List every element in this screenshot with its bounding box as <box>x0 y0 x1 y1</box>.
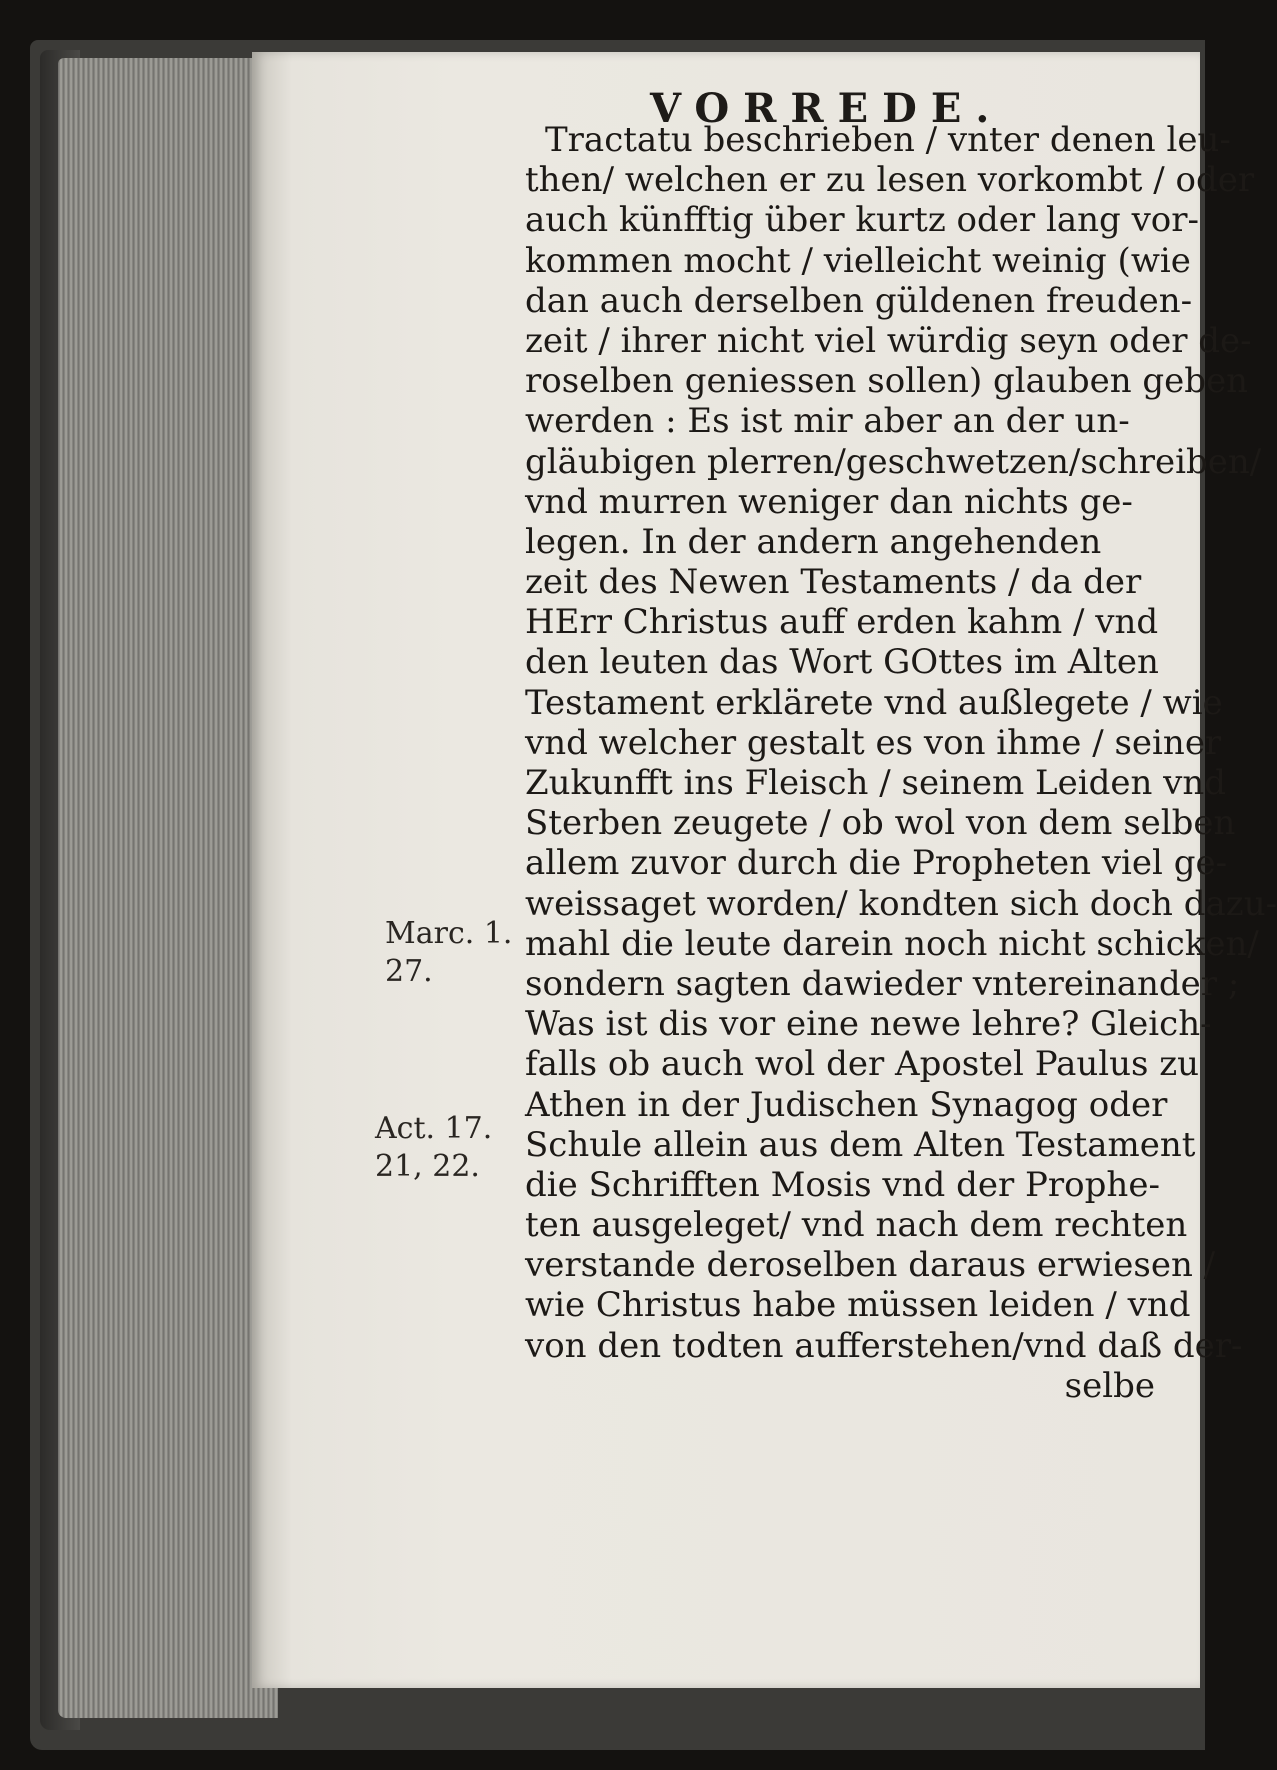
text-line: weissaget worden/ kondten sich doch dazu- <box>525 883 1277 924</box>
text-line: kommen mocht / vielleicht weinig (wie <box>525 240 1191 281</box>
page-header: VORREDE. <box>650 85 1004 132</box>
text-line: legen. In der andern angehenden <box>525 521 1102 562</box>
text-line: auch künfftig über kurtz oder lang vor- <box>525 200 1200 241</box>
text-line: Tractatu beschrieben / vnter denen leu- <box>545 120 1231 160</box>
text-line: gläubigen plerren/geschwetzen/schreiben/ <box>525 441 1262 482</box>
text-line: mahl die leute darein noch nicht schicken/ <box>525 923 1259 964</box>
text-line: vnd welcher gestalt es von ihme / seiner <box>525 722 1222 763</box>
text-line: den leuten das Wort GOttes im Alten <box>525 642 1159 683</box>
page-edges <box>58 58 278 1718</box>
text-line: vnd murren weniger dan nichts ge- <box>525 481 1133 522</box>
text-line: von den todten aufferstehen/vnd daß der- <box>525 1325 1243 1366</box>
text-line: Sterben zeugete / ob wol von dem selben <box>525 803 1236 844</box>
margin-note-marc <box>385 915 512 991</box>
text-line: wie Christus habe müssen leiden / vnd <box>525 1285 1191 1326</box>
text-line: sondern sagten dawieder vntereinander ; <box>525 963 1240 1004</box>
catchword: selbe <box>1064 1365 1155 1406</box>
text-line: werden : Es ist mir aber an der un- <box>525 401 1130 442</box>
text-line: Testament erklärete vnd außlegete / wie <box>525 682 1223 723</box>
text-line: dan auch derselben güldenen freuden- <box>525 280 1193 321</box>
text-line: HErr Christus auff erden kahm / vnd <box>525 602 1159 643</box>
text-line: Schule allein aus dem Alten Testament <box>525 1124 1196 1165</box>
margin-note-act <box>375 1110 492 1186</box>
body-text <box>525 120 1277 1406</box>
text-line: verstande deroselben daraus erwiesen / <box>525 1245 1216 1286</box>
text-line: Athen in der Judischen Synagog oder <box>525 1084 1168 1125</box>
text-line: ten ausgeleget/ vnd nach dem rechten <box>525 1205 1188 1246</box>
text-line: allem zuvor durch die Propheten viel ge- <box>525 843 1228 884</box>
margin-note-line: Act. 17. <box>375 1111 493 1146</box>
text-line: die Schrifften Mosis vnd der Prophe- <box>525 1164 1160 1205</box>
text-line: falls ob auch wol der Apostel Paulus zu <box>525 1044 1200 1085</box>
margin-note-line: 27. <box>385 954 433 989</box>
text-line: roselben geniessen sollen) glauben geben <box>525 361 1249 402</box>
text-line: Zukunfft ins Fleisch / seinem Leiden vnd <box>525 763 1227 803</box>
text-line: zeit des Newen Testaments / da der <box>525 562 1142 603</box>
text-line: Was ist dis vor eine newe lehre? Gleich- <box>525 1004 1212 1045</box>
margin-note-line: 21, 22. <box>375 1149 480 1184</box>
margin-note-line: Marc. 1. <box>385 916 513 951</box>
text-line: then/ welchen er zu lesen vorkombt / oder <box>525 160 1255 201</box>
text-line: zeit / ihrer nicht viel würdig seyn oder de- <box>525 320 1252 361</box>
